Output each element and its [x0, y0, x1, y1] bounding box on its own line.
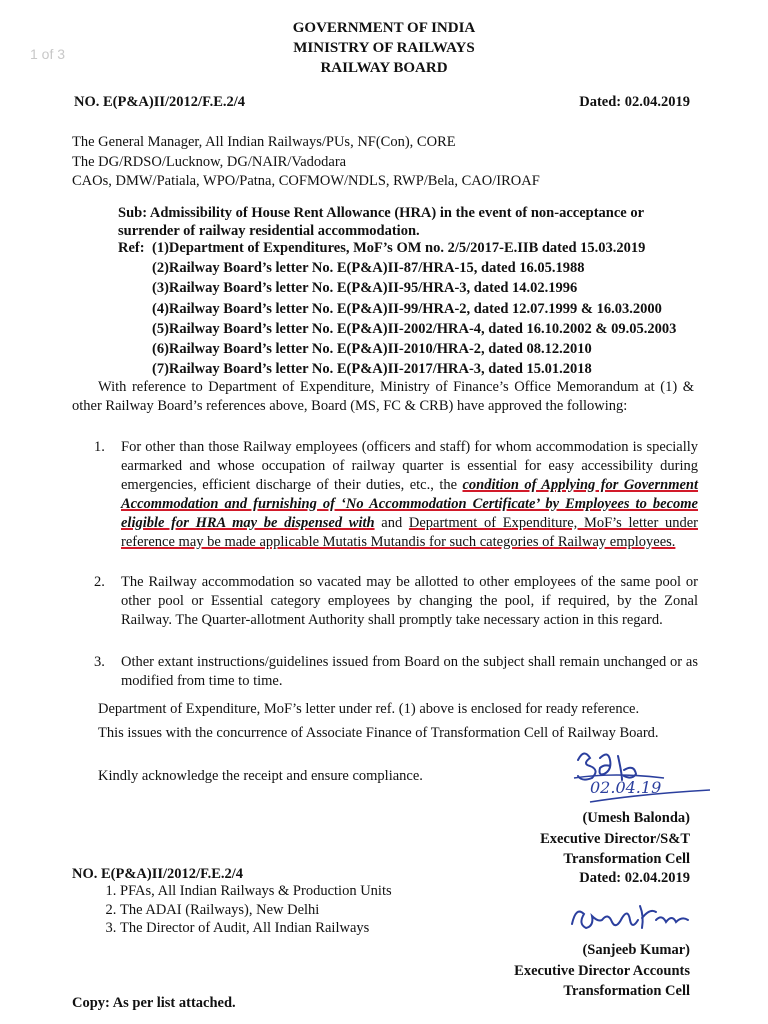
- signatory-2-designation: Executive Director Accounts: [514, 962, 690, 979]
- point-1: [94, 438, 698, 552]
- signatory-1-cell: Transformation Cell: [563, 851, 690, 867]
- point-1-highlighted-condition: condition of Applying for Government Accommodation and furnishing of ‘No Accommodation Certificate’ by Employees to become eligible for HRA may be dispensed with: [121, 477, 699, 531]
- intro-text: With reference to Department of Expenditure, Ministry of Finance’s Office Memorandum at (1) & other Railway Board’s references above, Board (MS, FC & CRB) have approved the following:: [72, 379, 694, 414]
- letterhead: [0, 18, 768, 78]
- copy-letter-date: Dated: 02.04.2019: [579, 870, 690, 886]
- signatory-2-cell: Transformation Cell: [563, 983, 690, 999]
- handwritten-date: 02.04.19: [590, 778, 662, 797]
- point-1-part-c: and: [374, 515, 409, 531]
- signatory-1-designation: Executive Director/S&T: [540, 830, 690, 847]
- point-1-text: [121, 438, 698, 552]
- distribution-list: [72, 880, 392, 938]
- references-list: [152, 238, 676, 379]
- letter-date: Dated: 02.04.2019: [579, 94, 690, 110]
- concurrence-text: This issues with the concurrence of Associate Finance of Transformation Cell of Railway Board.: [98, 725, 659, 741]
- point-1-underlined-clause: Department of Expenditure, MoF’s letter under reference may be made applicable Mutatis Mutandis for such categories of Railway employees.: [121, 515, 698, 550]
- point-number: 1.: [94, 439, 105, 455]
- header-government: GOVERNMENT OF INDIA: [292, 20, 476, 36]
- distribution-item: 3. The Director of Audit, All Indian Railways: [120, 919, 392, 938]
- header-board: RAILWAY BOARD: [320, 60, 448, 76]
- addressee-line: The General Manager, All Indian Railways/PUs, NF(Con), CORE: [72, 134, 456, 150]
- addressee-line: CAOs, DMW/Patiala, WPO/Patna, COFMOW/NDLS, RWP/Bela, CAO/IROAF: [72, 173, 540, 189]
- reference-item: (4)Railway Board’s letter No. E(P&A)II-99/HRA-2, dated 12.07.1999 & 16.03.2000: [152, 300, 662, 317]
- reference-item: (6)Railway Board’s letter No. E(P&A)II-2010/HRA-2, dated 08.12.2010: [152, 341, 592, 358]
- signatory-1-block: [540, 808, 690, 870]
- enclosure-note: [72, 700, 698, 719]
- acknowledge-text: Kindly acknowledge the receipt and ensure compliance.: [98, 768, 423, 784]
- reference-item: (1)Department of Expenditures, MoF’s OM no. 2/5/2017-E.IIB dated 15.03.2019: [152, 240, 646, 256]
- reference-item: (7)Railway Board’s letter No. E(P&A)II-2017/HRA-3, dated 15.01.2018: [152, 361, 592, 378]
- copy-note: Copy: As per list attached.: [72, 995, 236, 1011]
- point-1-part-a: For other than those Railway employees (officers and staff) for whom accommodation is specially earmarked and whose occupation of railway quarter is essential for easy accessibility during emergencies, efficient discharge of their duties, etc., the: [121, 439, 698, 493]
- addressee-block: [72, 133, 540, 192]
- letter-number: NO. E(P&A)II/2012/F.E.2/4: [74, 94, 246, 110]
- reference-item: (3)Railway Board’s letter No. E(P&A)II-95/HRA-3, dated 14.02.1996: [152, 280, 578, 297]
- addressee-line: The DG/RDSO/Lucknow, DG/NAIR/Vadodara: [72, 153, 347, 170]
- enclosure-text: Department of Expenditure, MoF’s letter under ref. (1) above is enclosed for ready reference.: [98, 701, 640, 717]
- point-2-text: The Railway accommodation so vacated may be allotted to other employees of the same pool or other pool or Essential category employees by changing the pool, if required, by the Zonal Railway. The Quarter-allotment Authority shall promptly take necessary action in this regard.: [121, 574, 698, 628]
- point-3: [94, 653, 698, 691]
- point-2: [94, 573, 698, 630]
- signature-umesh-balonda: [560, 740, 720, 816]
- header-ministry: MINISTRY OF RAILWAYS: [293, 40, 475, 56]
- distribution-item: 2. The ADAI (Railways), New Delhi: [120, 901, 392, 920]
- handwritten-signature-2: [560, 894, 710, 944]
- page-indicator: 1 of 3: [30, 46, 66, 62]
- point-number: 3.: [94, 654, 105, 670]
- signatory-2-block: [514, 940, 690, 1002]
- copy-letter-number: NO. E(P&A)II/2012/F.E.2/4: [72, 866, 244, 882]
- intro-paragraph: [72, 378, 694, 415]
- signatory-1-name: (Umesh Balonda): [582, 810, 690, 826]
- handwritten-signature-1: [560, 740, 720, 810]
- signatory-2-name: (Sanjeeb Kumar): [582, 942, 690, 958]
- reference-item: (2)Railway Board’s letter No. E(P&A)II-87/HRA-15, dated 16.05.1988: [152, 260, 585, 277]
- point-3-text: Other extant instructions/guidelines issued from Board on the subject shall remain unchanged or as modified from time to time.: [121, 654, 698, 689]
- references-label: Ref:: [118, 240, 145, 256]
- reference-item: (5)Railway Board’s letter No. E(P&A)II-2002/HRA-4, dated 16.10.2002 & 09.05.2003: [152, 320, 677, 337]
- references-block: [118, 238, 676, 379]
- subject-line: Sub: Admissibility of House Rent Allowance (HRA) in the event of non-acceptance or surrender of railway residential accommodation.: [118, 205, 644, 239]
- distribution-item: 1. PFAs, All Indian Railways & Production Units: [120, 882, 392, 901]
- distribution-items: [72, 882, 392, 938]
- point-number: 2.: [94, 574, 105, 590]
